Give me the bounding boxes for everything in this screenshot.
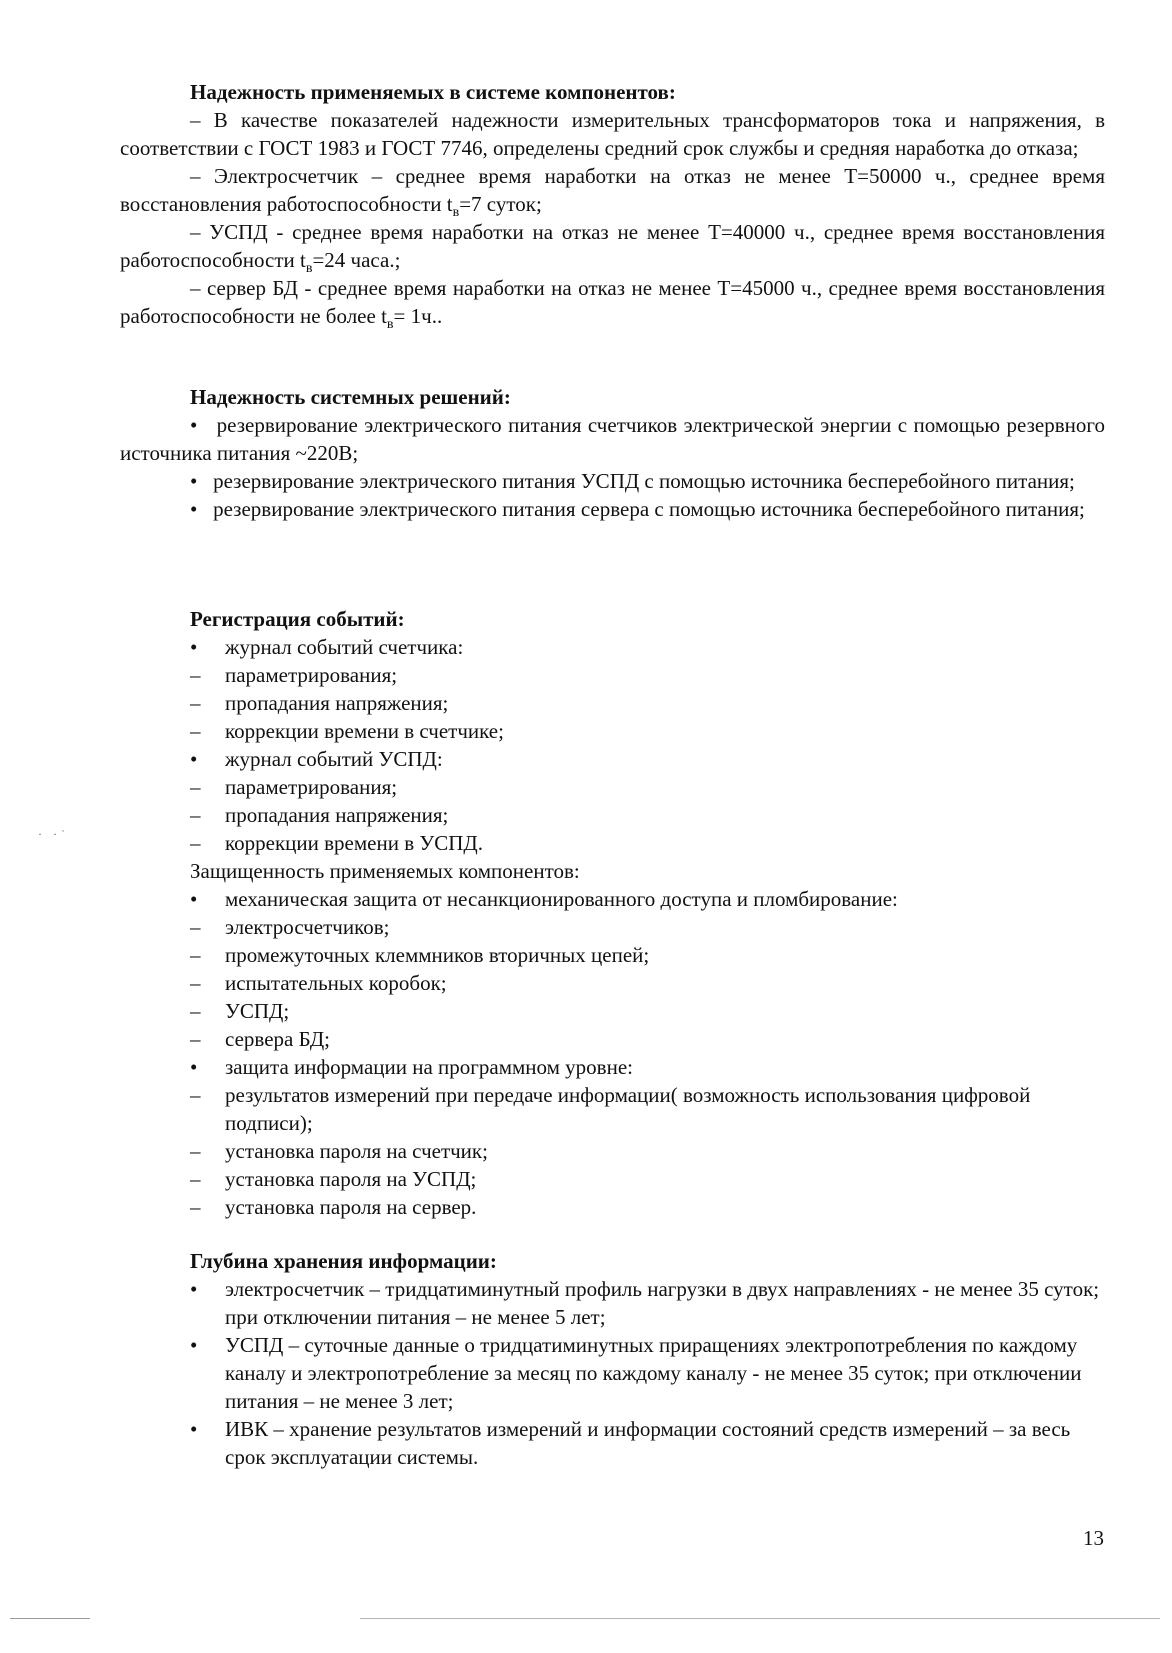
- list-item-text: механическая защита от несанкционированного доступа и пломбирование:: [225, 887, 898, 911]
- list-item-text: пропадания напряжения;: [225, 691, 449, 715]
- list-item-text: установка пароля на УСПД;: [225, 1167, 477, 1191]
- list-item: [120, 1331, 1105, 1415]
- list-item: [120, 801, 1105, 829]
- subscript: в: [386, 317, 394, 333]
- dash-marker: –: [190, 663, 201, 687]
- protection-title: Защищенность применяемых компонентов:: [190, 859, 580, 883]
- section-heading: Регистрация событий:: [190, 607, 405, 631]
- dash-marker: –: [190, 276, 201, 300]
- list-item: [120, 941, 1105, 969]
- bullet-marker: •: [190, 413, 198, 437]
- list-item-text: коррекции времени в счетчике;: [225, 719, 504, 743]
- system-solutions-section: [120, 383, 1105, 523]
- dash-marker: –: [190, 915, 201, 939]
- bullet-marker: •: [190, 1417, 198, 1441]
- bullet-marker: •: [190, 1055, 198, 1079]
- list-item: [120, 689, 1105, 717]
- bullet-marker: •: [190, 635, 198, 659]
- list-item: [120, 773, 1105, 801]
- dash-marker: –: [190, 1139, 201, 1163]
- list-item-text: журнал событий УСПД:: [225, 747, 443, 771]
- list-item-text: установка пароля на счетчик;: [225, 1139, 488, 1163]
- paragraph: [120, 162, 1105, 221]
- paragraph-text: =24 часа.;: [312, 248, 401, 272]
- list-item-text: коррекции времени в УСПД.: [225, 831, 483, 855]
- list-item: [120, 633, 1105, 661]
- list-item-text: электросчетчик – тридцатиминутный профиль нагрузки в двух направлениях - не менее 35 суток; при отключении питания – не менее 5 лет;: [225, 1277, 1100, 1329]
- paragraph-text: резервирование электрического питания счетчиков электрической энергии с помощью резервного источника питания ~220В;: [120, 413, 1105, 465]
- bullet-marker: •: [190, 747, 198, 771]
- list-item-text: промежуточных клеммников вторичных цепей;: [225, 943, 650, 967]
- scan-edge-line: [360, 1618, 1160, 1619]
- list-item-text: пропадания напряжения;: [225, 803, 449, 827]
- list-item: [120, 969, 1105, 997]
- list-item-text: электросчетчиков;: [225, 915, 390, 939]
- bullet-marker: •: [190, 1277, 198, 1301]
- paragraph: [120, 274, 1106, 333]
- dash-marker: –: [190, 1167, 201, 1191]
- dash-marker: –: [190, 1195, 201, 1219]
- paragraph-text: = 1ч..: [393, 304, 443, 328]
- dash-marker: –: [190, 971, 201, 995]
- dash-marker: –: [190, 108, 201, 132]
- list-item-text: журнал событий счетчика:: [225, 635, 464, 659]
- list-item-text: установка пароля на сервер.: [225, 1195, 477, 1219]
- dash-marker: –: [190, 1027, 201, 1051]
- dash-marker: –: [190, 220, 201, 244]
- dash-marker: –: [190, 775, 201, 799]
- dash-marker: –: [190, 1083, 201, 1107]
- list-item: [120, 1193, 1105, 1221]
- paragraph-text: УСПД - среднее время наработки на отказ не менее Т=40000 ч., среднее время восстановления работоспособности t: [120, 220, 1106, 272]
- paragraph-text: резервирование электрического питания сервера с помощью источника бесперебойного питания;: [213, 497, 1085, 521]
- list-item-text: параметрирования;: [225, 663, 398, 687]
- paragraph: [120, 495, 1105, 523]
- list-item: [120, 1025, 1105, 1053]
- dash-marker: –: [190, 719, 201, 743]
- list-item-text: сервера БД;: [225, 1027, 330, 1051]
- paragraph-text: резервирование электрического питания УСПД с помощью источника бесперебойного питания;: [213, 469, 1075, 493]
- paragraph: [120, 467, 1105, 495]
- dash-marker: –: [190, 691, 201, 715]
- list-item: [120, 1137, 1105, 1165]
- bullet-marker: •: [190, 887, 198, 911]
- dash-marker: –: [190, 831, 201, 855]
- paragraph-text: Электросчетчик – среднее время наработки на отказ не менее Т=50000 ч., среднее время восстановления работоспособности t: [120, 164, 1105, 216]
- paragraph-text: В качестве показателей надежности измерительных трансформаторов тока и напряжения, в соответствии с ГОСТ 1983 и ГОСТ 7746, определены средний срок службы и средняя наработка до отказа;: [120, 108, 1106, 160]
- bullet-marker: •: [190, 469, 198, 493]
- events-section: [120, 605, 1105, 1221]
- list-item: [120, 885, 1105, 913]
- section-heading: Глубина хранения информации:: [190, 1249, 497, 1273]
- bullet-marker: •: [190, 497, 198, 521]
- paragraph-text: сервер БД - среднее время наработки на отказ не менее Т=45000 ч., среднее время восстановления работоспособности не более t: [120, 276, 1106, 328]
- list-item-text: ИВК – хранение результатов измерений и информации состояний средств измерений – за весь срок эксплуатации системы.: [225, 1417, 1071, 1469]
- list-item-text: испытательных коробок;: [225, 971, 447, 995]
- components-reliability-section: [120, 78, 1106, 333]
- list-item: [120, 745, 1105, 773]
- subscript: в: [452, 205, 460, 221]
- dash-marker: –: [190, 943, 201, 967]
- paragraph: [120, 411, 1105, 467]
- list-item-text: параметрирования;: [225, 775, 398, 799]
- list-item: [120, 1275, 1105, 1331]
- list-item: [120, 717, 1105, 745]
- paragraph-text: =7 суток;: [459, 192, 542, 216]
- list-item-text: УСПД – суточные данные о тридцатиминутных приращениях электропотребления по каждому каналу и электропотребление за месяц по каждому каналу - не менее 35 суток; при отключении питания – не менее 3 лет;: [225, 1333, 1082, 1413]
- dash-marker: –: [190, 164, 201, 188]
- section-heading: Надежность применяемых в системе компонентов:: [190, 80, 676, 104]
- list-item-text: защита информации на программном уровне:: [225, 1055, 633, 1079]
- paragraph: [120, 106, 1105, 162]
- scan-specks: · ·˙: [38, 827, 69, 841]
- page-number: 13: [1083, 1526, 1104, 1550]
- paragraph: [120, 218, 1106, 277]
- list-item: [120, 1165, 1105, 1193]
- list-item: [120, 913, 1105, 941]
- dash-marker: –: [190, 803, 201, 827]
- storage-section: [120, 1247, 1105, 1471]
- list-item: [120, 997, 1105, 1025]
- list-item: [120, 1081, 1105, 1137]
- list-item: [120, 1415, 1105, 1471]
- bullet-marker: •: [190, 1333, 198, 1357]
- list-item: [120, 661, 1105, 689]
- list-item: [120, 829, 1105, 857]
- list-item: [120, 1053, 1105, 1081]
- section-heading: Надежность системных решений:: [190, 385, 511, 409]
- subscript: в: [305, 261, 313, 277]
- scan-edge-line: [10, 1618, 90, 1619]
- list-item-text: результатов измерений при передаче информации( возможность использования цифровой подписи);: [225, 1083, 1031, 1135]
- list-item-text: УСПД;: [225, 999, 290, 1023]
- dash-marker: –: [190, 999, 201, 1023]
